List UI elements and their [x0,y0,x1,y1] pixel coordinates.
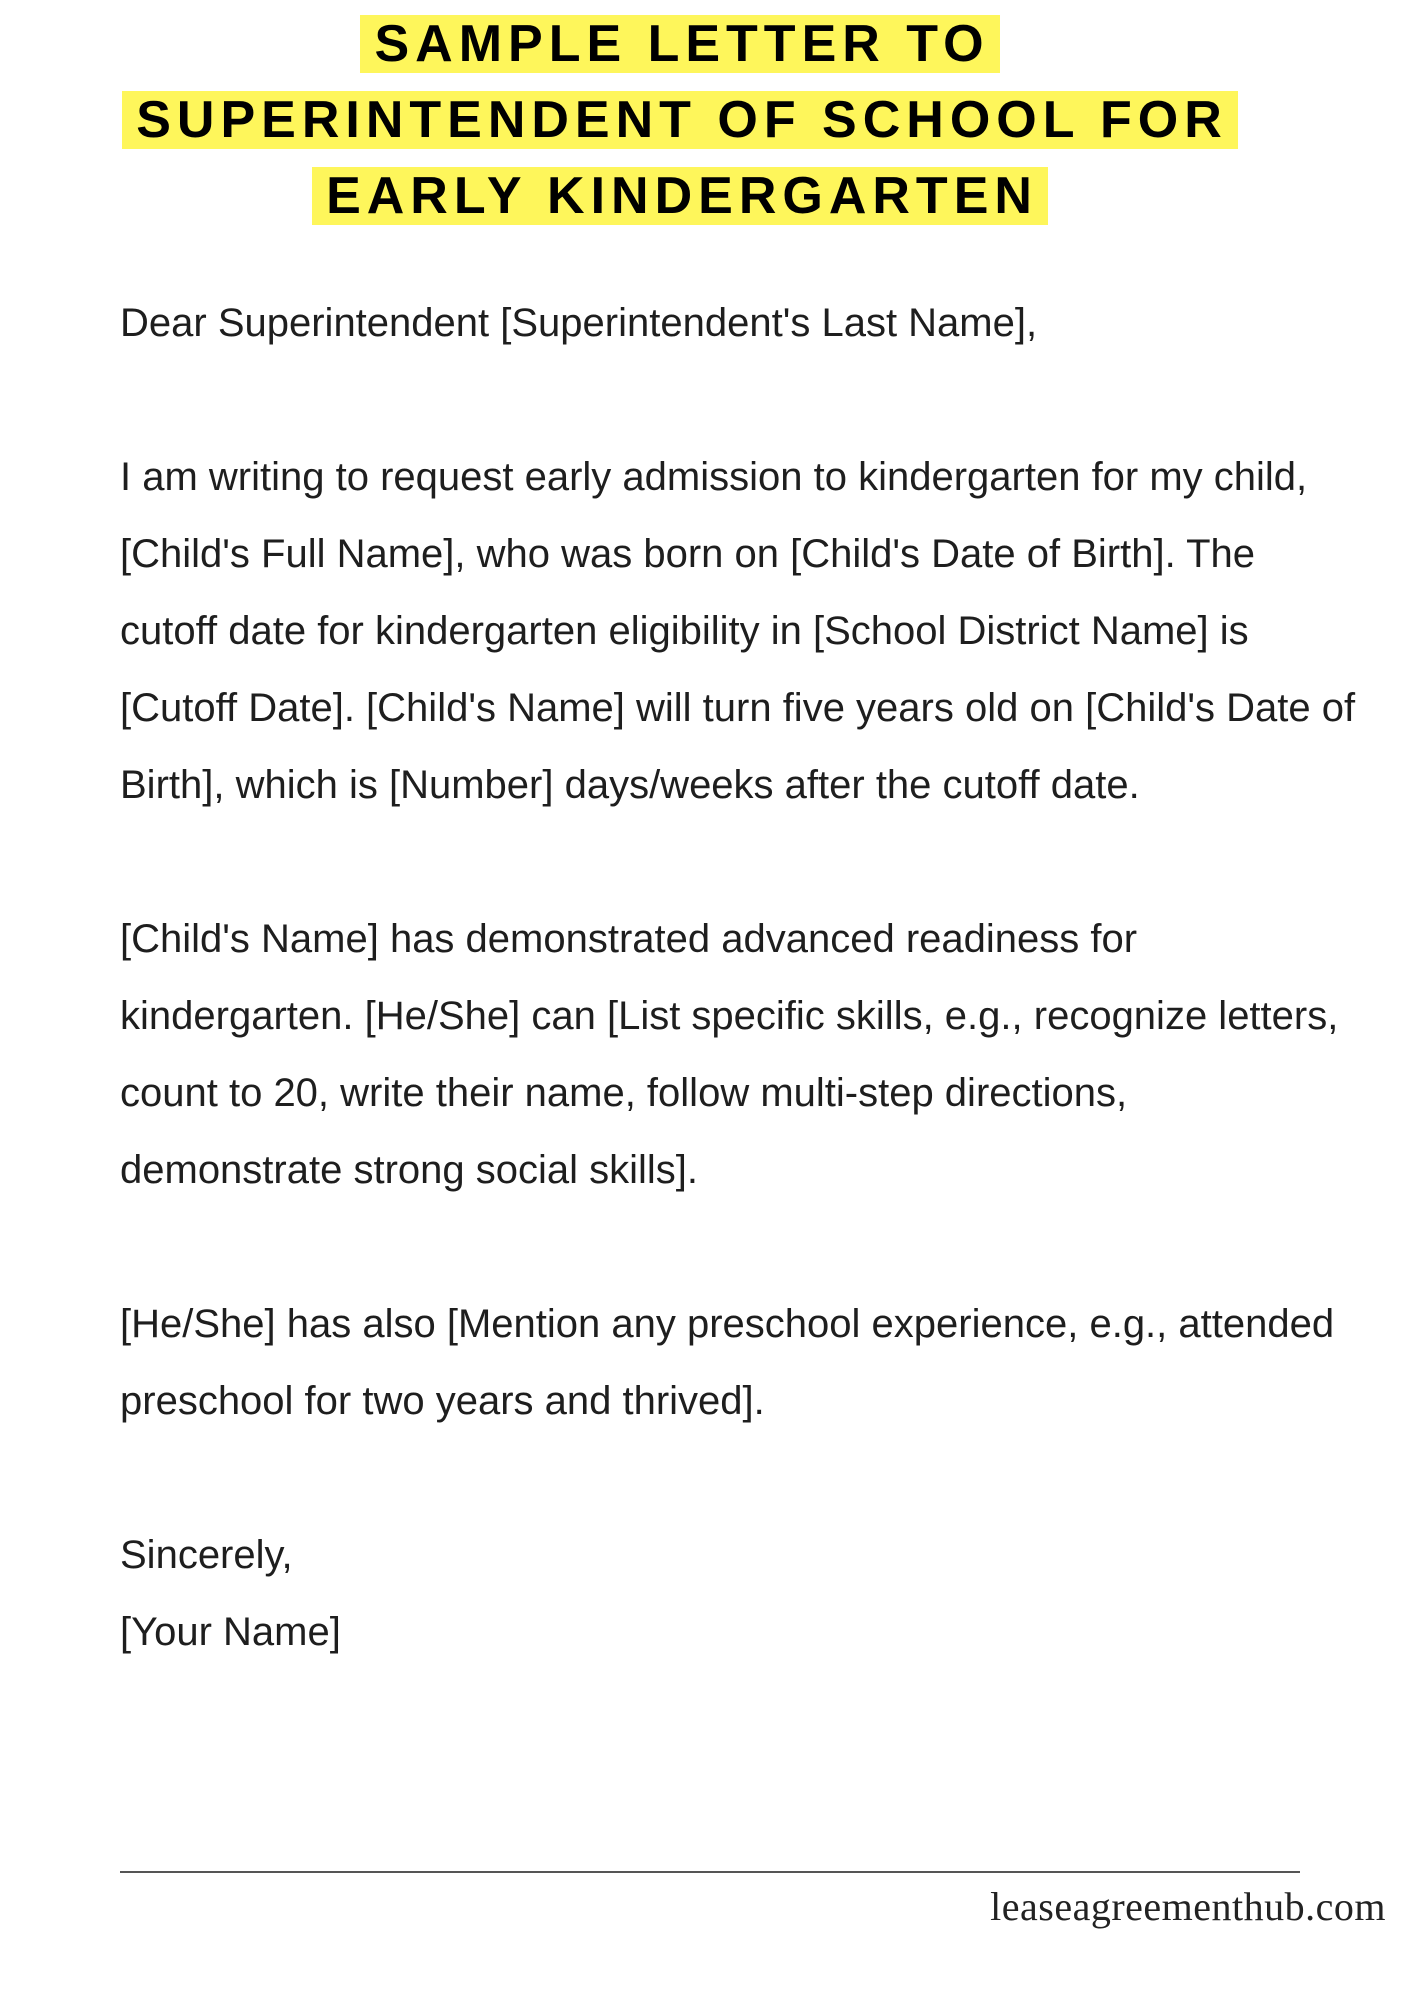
paragraph-readiness: [Child's Name] has demonstrated advanced readiness for kindergarten. [He/She] can [List specific skills, e.g., recognize letters, count to 20, write their name, follow multi-step directions, demonstrate strong social skills]. [120,917,1339,1192]
salutation: Dear Superintendent [Superintendent's Last Name], [120,301,1038,345]
title-line-2 [0,82,1360,158]
closing: Sincerely, [120,1533,293,1577]
paragraph-preschool: [He/She] has also [Mention any preschool experience, e.g., attended preschool for two years and thrived]. [120,1302,1335,1423]
title-line-3 [0,158,1360,234]
title-line-1 [0,6,1360,82]
title-line-3-text: EARLY KINDERGARTEN [312,167,1048,225]
footer-divider [120,1871,1300,1873]
signature-placeholder: [Your Name] [120,1610,341,1654]
paragraph-spacer [120,1209,1360,1286]
title-line-1-text: SAMPLE LETTER TO [360,15,999,73]
paragraph-spacer [120,362,1360,439]
website-watermark: leaseagreementhub.com [990,1884,1386,1929]
paragraph-spacer [120,1440,1360,1517]
document-title [0,6,1360,234]
paragraph-request: I am writing to request early admission to kindergarten for my child, [Child's Full Name], who was born on [Child's Date of Birth]. The cutoff date for kindergarten eligibility in [School District Name] is [Cutoff Date]. [Child's Name] will turn five years old on [Child's Date of Birth], which is [Number] days/weeks after the cutoff date. [120,455,1356,807]
letter-body [120,285,1360,1671]
paragraph-spacer [120,824,1360,901]
title-line-2-text: SUPERINTENDENT OF SCHOOL FOR [122,91,1238,149]
